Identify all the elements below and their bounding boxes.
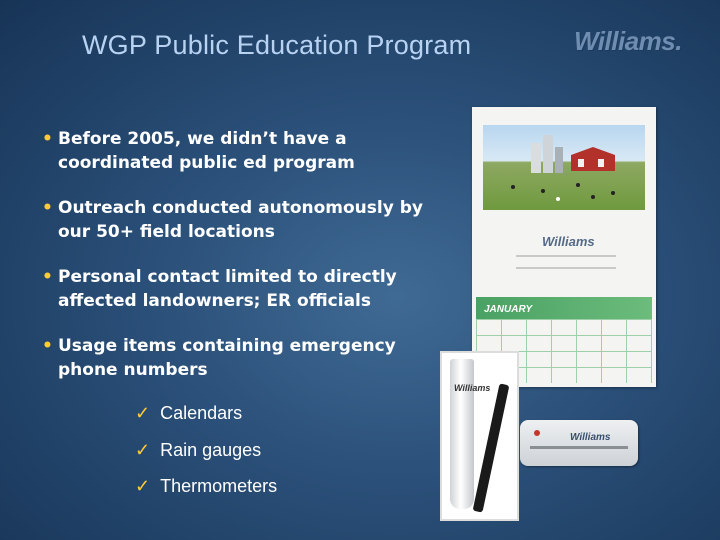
bullet-item [40, 265, 430, 313]
bullet-item [40, 334, 430, 382]
sub-item-thermometers [135, 476, 335, 497]
thermometer-tube [530, 446, 628, 449]
sub-item-label: Thermometers [160, 476, 278, 496]
calendar-image [472, 107, 656, 387]
bullet-list [40, 127, 430, 403]
checkmark-icon: ✓ [135, 440, 151, 460]
farm-scene-icon [483, 125, 645, 210]
rain-gauge-tube [450, 359, 474, 509]
bullet-text: Outreach conducted autonomously by our 50+ field locations [58, 198, 423, 242]
calendar-fine-print [516, 255, 616, 269]
sub-item-rain-gauges [135, 440, 335, 461]
thermometer-logo: Williams [570, 432, 611, 443]
checkmark-icon: ✓ [135, 476, 151, 496]
calendar-logo: Williams [542, 234, 595, 249]
williams-logo: Williams. [574, 26, 682, 56]
sub-item-calendars [135, 403, 335, 424]
rain-gauge-logo: Williams [454, 383, 491, 393]
bullet-text: Before 2005, we didn’t have a coordinated public ed program [58, 129, 355, 173]
farm-photo [483, 125, 645, 210]
calendar-month-label: JANUARY [484, 304, 533, 315]
bullet-dot-icon: • [42, 267, 53, 287]
sub-item-label: Calendars [160, 403, 243, 423]
bullet-dot-icon: • [42, 336, 53, 356]
rain-gauge-image [440, 351, 519, 521]
thermometer-image [520, 420, 638, 466]
bullet-dot-icon: • [42, 129, 53, 149]
checkmark-icon: ✓ [135, 403, 151, 423]
slide-title: WGP Public Education Program [82, 30, 472, 60]
bullet-item [40, 196, 430, 244]
bullet-dot-icon: • [42, 198, 53, 218]
rain-gauge-stake [473, 383, 510, 512]
bullet-text: Personal contact limited to directly affected landowners; ER officials [58, 267, 397, 311]
sub-item-label: Rain gauges [160, 440, 262, 460]
bullet-item [40, 127, 430, 175]
bullet-text: Usage items containing emergency phone numbers [58, 336, 396, 380]
thermometer-bulb-icon [534, 430, 540, 436]
